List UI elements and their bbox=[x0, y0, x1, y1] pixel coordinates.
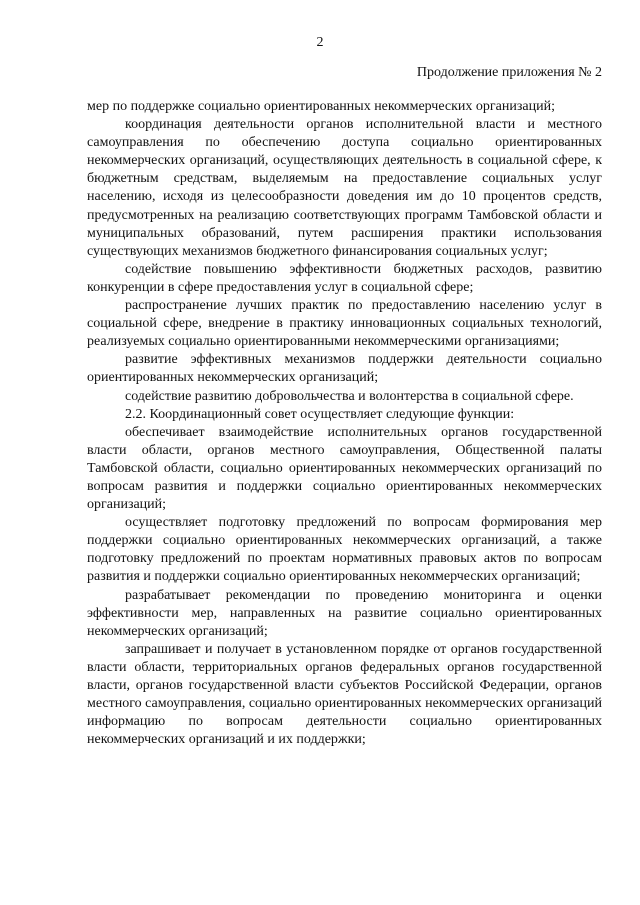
paragraph: содействие развитию добровольчества и волонтерства в социальной сфере. bbox=[125, 388, 574, 404]
paragraph: запрашивает и получает в установленном порядке от органов государственной власти области, территориальных органов федеральных органов государственной власти, органов государственной власти субъектов Российской Федерации, органов местного самоуправления, социально ориентированных некоммерческих организаций информацию по вопросам деятельности социально ориентированных некоммерческих организаций и их поддержки; bbox=[87, 641, 602, 748]
paragraph: мер по поддержке социально ориентированных некоммерческих организаций; bbox=[87, 99, 555, 114]
paragraph: содействие повышению эффективности бюджетных расходов, развитию конкуренции в сфере предоставления услуг в социальной сфере; bbox=[87, 261, 602, 295]
document-body bbox=[87, 98, 602, 749]
paragraph: координация деятельности органов исполнительной власти и местного самоуправления по обеспечению доступа социально ориентированных некоммерческих организаций, осуществляющих деятельность в социальной сфере, к бюджетным средствам, выделяемым на предоставление социальных услуг населению, исходя из целесообразности доведения им до 10 процентов средств, предусмотренных на реализацию соответствующих программ Тамбовской области и муниципальных образований, путем расширения практики использования существующих механизмов бюджетного финансирования социальных услуг; bbox=[87, 117, 602, 259]
paragraph: осуществляет подготовку предложений по вопросам формирования мер поддержки социально ориентированных некоммерческих организаций, а также подготовку предложений по проектам нормативных правовых актов по вопросам развития и поддержки социально ориентированных некоммерческих организаций; bbox=[87, 515, 602, 585]
section-heading: 2.2. Координационный совет осуществляет следующие функции: bbox=[125, 406, 515, 422]
page-number: 2 bbox=[316, 35, 324, 50]
appendix-label: Продолжение приложения № 2 bbox=[416, 65, 602, 80]
paragraph: обеспечивает взаимодействие исполнительных органов государственной власти области, органов местного самоуправления, Общественной палаты Тамбовской области, социально ориентированных некоммерческих организаций по вопросам развития и поддержки социально ориентированных некоммерческих организаций; bbox=[87, 424, 602, 513]
paragraph: развитие эффективных механизмов поддержки деятельности социально ориентированных некоммерческих организаций; bbox=[87, 352, 602, 386]
paragraph: распространение лучших практик по предоставлению населению услуг в социальной сфере, внедрение в практику инновационных социальных технологий, реализуемых социально ориентированными некоммерческими организациями; bbox=[87, 298, 602, 350]
paragraph: разрабатывает рекомендации по проведению мониторинга и оценки эффективности мер, направленных на развитие социально ориентированных некоммерческих организаций; bbox=[87, 587, 602, 639]
